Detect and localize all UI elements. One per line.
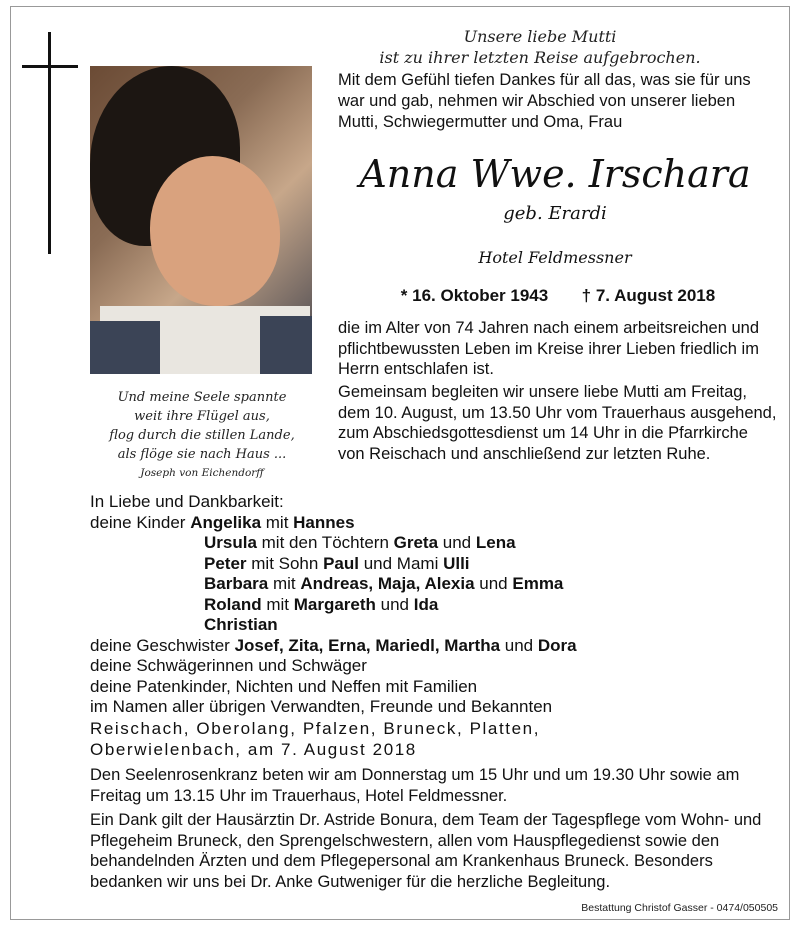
children-list <box>90 513 770 636</box>
connector-text: mit Sohn <box>246 553 324 573</box>
poem-line: Und meine Seele spannte <box>117 390 287 405</box>
child-entry <box>90 533 770 554</box>
poem-author: Joseph von Eichendorff <box>140 467 264 479</box>
life-dates <box>338 286 778 306</box>
intro-text: Mit dem Gefühl tiefen Dankes für all das, was sie für uns war und gab, nehmen wir Abschied von unserer lieben Mutti, Schwiegermutter und Oma, Frau <box>338 71 751 131</box>
places-line: Reischach, Oberolang, Pfalzen, Bruneck, Platten, Oberwielenbach, am 7. August 2018 <box>90 719 541 759</box>
life-paragraph: die im Alter von 74 Jahren nach einem arbeitsreichen und pflichtbewussten Leben im Kreise ihrer Lieben friedlich im Herrn entschlafen ist. <box>338 319 759 378</box>
connector-text: und <box>474 574 513 593</box>
connector-text: und Mami <box>358 553 444 573</box>
maiden-name: geb. Erardi <box>503 203 607 224</box>
others-line: im Namen aller übrigen Verwandten, Freunde und Bekannten <box>90 697 553 716</box>
death-date: † 7. August 2018 <box>581 286 716 305</box>
child-entry <box>90 574 770 595</box>
relative-name: Paul <box>323 553 359 573</box>
thanks-paragraph: Ein Dank gilt der Hausärztin Dr. Astride Bonura, dem Team der Tagespflege vom Wohn- und Pflegeheim Bruneck, den Sprengelschwestern, allen vom Hauspflegedienst sowie den behandelnden Ärzten und dem Pflegepersonal am Krankenhaus Bruneck. Besonders bedanken wir uns bei Dr. Anke Gutweniger für die herzliche Begleitung. <box>90 811 762 891</box>
portrait-photo <box>90 66 312 374</box>
child-name: Angelika <box>190 512 262 532</box>
connector-text: mit <box>268 574 301 593</box>
connector-text: mit den Töchtern <box>256 533 394 552</box>
family-list <box>90 492 770 718</box>
relative-name: Emma <box>512 574 564 593</box>
relative-name: Andreas, Maja, Alexia <box>300 574 475 593</box>
child-entry <box>90 595 770 616</box>
poem-line: weit ihre Flügel aus, <box>134 409 270 424</box>
rosary-paragraph: Den Seelenrosenkranz beten wir am Donnerstag um 15 Uhr und um 19.30 Uhr sowie am Freitag um 13.15 Uhr im Trauerhaus, Hotel Feldmessner. <box>90 766 740 805</box>
connector-text: mit <box>261 594 294 614</box>
child-name: Peter <box>204 553 247 573</box>
deceased-name: Anna Wwe. Irschara <box>359 152 751 196</box>
funeral-paragraph: Gemeinsam begleiten wir unsere liebe Mutti am Freitag, dem 10. August, um 13.50 Uhr vom Trauerhaus ausgehend, zum Abschiedsgottesdienst um 14 Uhr in die Pfarrkirche von Reischach und anschließend zur letzten Ruhe. <box>338 383 777 463</box>
children-prefix: deine Kinder <box>90 512 191 532</box>
poem-line: flog durch die stillen Lande, <box>109 428 295 443</box>
connector-text: und <box>438 533 476 552</box>
child-entry <box>90 513 770 534</box>
child-entry <box>90 554 770 575</box>
birth-date: * 16. Oktober 1943 <box>400 286 549 305</box>
intro-quote-line2: ist zu ihrer letzten Reise aufgebrochen. <box>379 48 701 67</box>
relative-name: Ida <box>413 594 439 614</box>
child-name: Barbara <box>204 574 269 593</box>
connector-text: und <box>375 594 414 614</box>
child-name: Roland <box>204 594 262 614</box>
poem <box>96 388 308 483</box>
relative-name: Greta <box>393 533 439 552</box>
family-heading: In Liebe und Dankbarkeit: <box>90 492 284 511</box>
siblings-line: deine Geschwister Josef, Zita, Erna, Mariedl, Martha und Dora <box>90 635 577 655</box>
relative-name: Hannes <box>293 512 355 532</box>
hotel-name: Hotel Feldmessner <box>478 248 632 267</box>
funeral-home-credit: Bestattung Christof Gasser - 0474/050505 <box>581 902 778 914</box>
relative-name: Ulli <box>443 553 470 573</box>
connector-text: mit <box>261 512 294 532</box>
child-name: Ursula <box>204 533 257 552</box>
child-entry <box>90 615 770 636</box>
child-name: Christian <box>204 615 278 634</box>
relative-name: Margareth <box>293 594 376 614</box>
poem-line: als flöge sie nach Haus ... <box>117 447 287 462</box>
intro-quote <box>330 26 750 68</box>
inlaws-line: deine Schwägerinnen und Schwäger <box>90 656 367 675</box>
relative-name: Lena <box>475 533 516 552</box>
godchildren-line: deine Patenkinder, Nichten und Neffen mit Familien <box>90 676 478 696</box>
intro-quote-line1: Unsere liebe Mutti <box>463 27 617 46</box>
